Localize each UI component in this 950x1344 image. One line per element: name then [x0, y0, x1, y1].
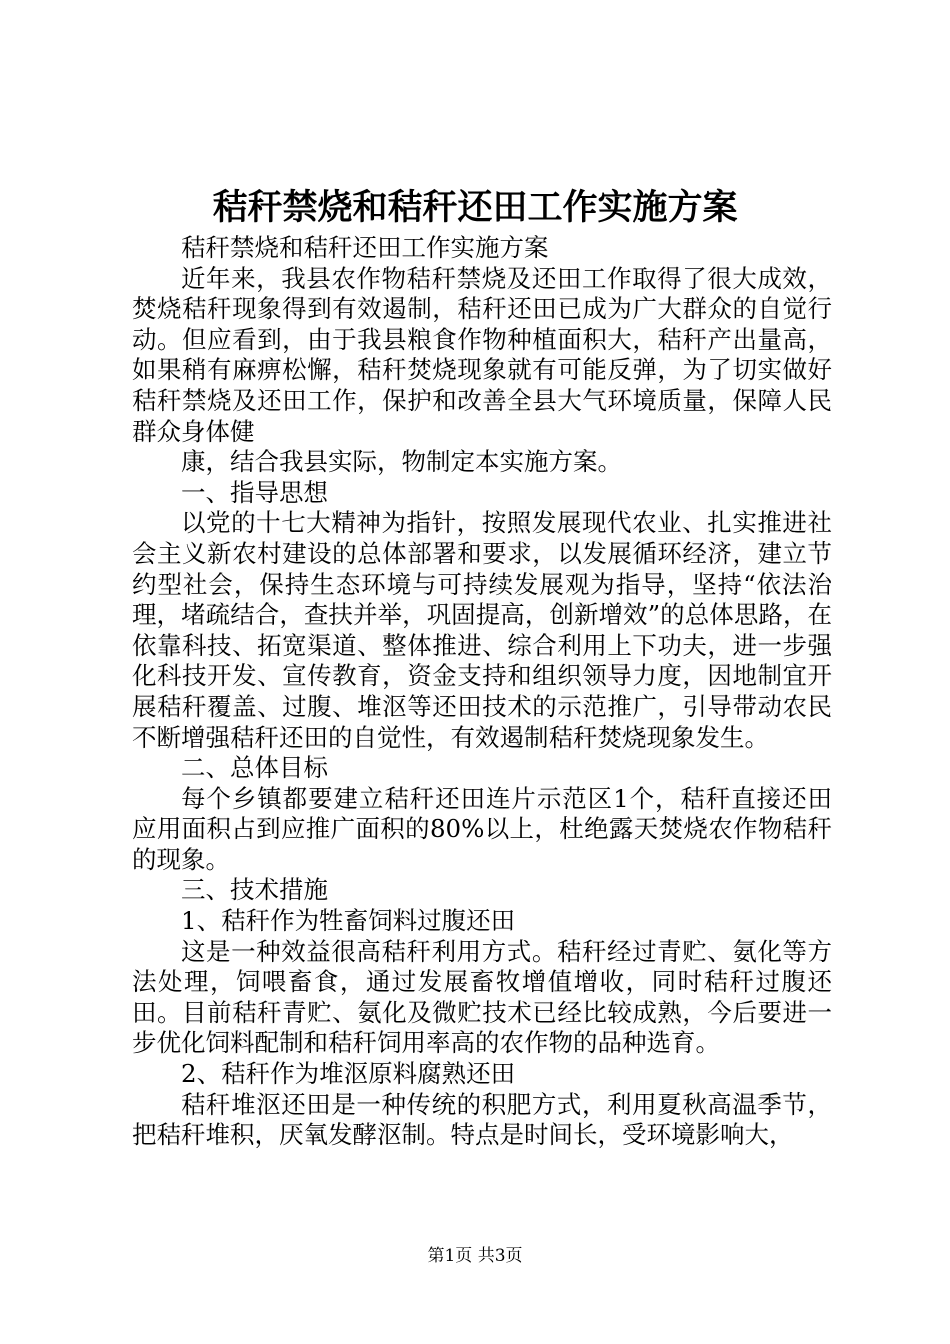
- section-heading-overall-goal: 二、总体目标: [181, 753, 328, 783]
- document-body: [132, 233, 832, 1151]
- paragraph-guiding-ideology: 以党的十七大精神为指针，按照发展现代农业、扎实推进社会主义新农村建设的总体部署和要求，以发展循环经济，建立节约型社会，保持生态环境与可持续发展观为指导，坚持“依法治理，堵疏结合，查扶并举，巩固提高，创新增效”的总体思路，在依靠科技、拓宽渠道、整体推进、综合利用上下功夫，进一步强化科技开发、宣传教育，资金支持和组织领导力度，因地制宜开展秸秆覆盖、过腹、堆沤等还田技术的示范推广，引导带动农民不断增强秸秆还田的自觉性，有效遏制秸秆焚烧现象发生。: [132, 508, 832, 752]
- page-number-footer: 第1页 共3页: [427, 1246, 523, 1266]
- paragraph-compost-return: 秸秆堆沤还田是一种传统的积肥方式，利用夏秋高温季节，把秸秆堆积，厌氧发酵沤制。特点是时间长，受环境影响大，: [132, 1089, 832, 1150]
- paragraph-overall-goal: 每个乡镇都要建立秸秆还田连片示范区1个，秸秆直接还田应用面积占到应推广面积的80%以上，杜绝露天焚烧农作物秸秆的现象。: [132, 783, 832, 874]
- paragraph-feed-return: 这是一种效益很高秸秆利用方式。秸秆经过青贮、氨化等方法处理，饲喂畜食，通过发展畜牧增值增收，同时秸秆过腹还田。目前秸秆青贮、氨化及微贮技术已经比较成熟，今后要进一步优化饲料配制和秸秆饲用率高的农作物的品种选育。: [132, 936, 832, 1058]
- document-title: 秸秆禁烧和秸秆还田工作实施方案: [212, 188, 738, 228]
- subheading-feed-return: 1、秸秆作为牲畜饲料过腹还田: [181, 906, 516, 936]
- paragraph-intro: 近年来，我县农作物秸秆禁烧及还田工作取得了很大成效，焚烧秸秆现象得到有效遏制，秸秆还田已成为广大群众的自觉行动。但应看到，由于我县粮食作物种植面积大，秸秆产出量高，如果稍有麻痹松懈，秸秆焚烧现象就有可能反弹，为了切实做好秸秆禁烧及还田工作，保护和改善全县大气环境质量，保障人民群众身体健: [132, 263, 832, 446]
- paragraph-subtitle: 秸秆禁烧和秸秆还田工作实施方案: [181, 233, 549, 262]
- section-heading-technical-measures: 三、技术措施: [181, 875, 328, 905]
- section-heading-guiding-ideology: 一、指导思想: [181, 477, 328, 507]
- paragraph-intro-continued: 康，结合我县实际，物制定本实施方案。: [181, 447, 622, 477]
- subheading-compost-return: 2、秸秆作为堆沤原料腐熟还田: [181, 1059, 516, 1089]
